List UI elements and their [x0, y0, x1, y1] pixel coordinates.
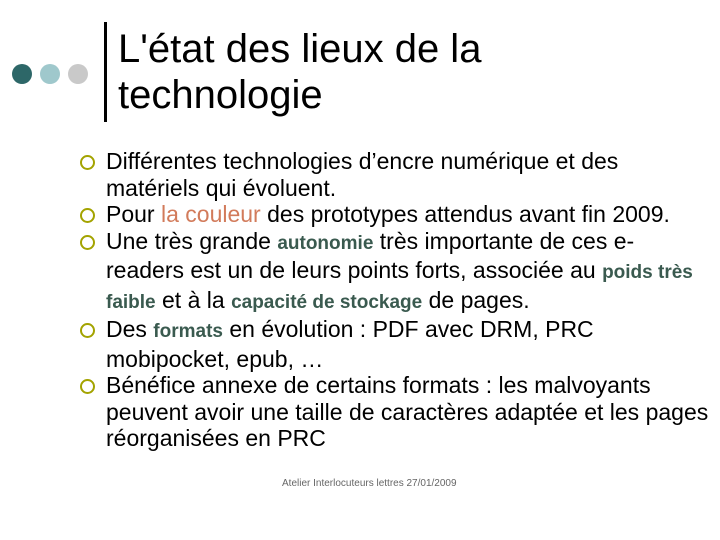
- bullet-item: [82, 201, 712, 228]
- bullet-list: [82, 148, 712, 452]
- title-line-2: technologie: [118, 73, 323, 117]
- bullet-text: Pour: [106, 201, 161, 227]
- title-divider: [104, 22, 107, 122]
- bullet-text: très importante de ces e-readers est un de leurs points forts, associée au: [106, 227, 635, 283]
- bullet-item: [82, 316, 712, 372]
- grey-dot-icon: [68, 64, 88, 84]
- bullet-item: [82, 228, 712, 317]
- bullet-text: Différentes technologies d’encre numérique et des matériels qui évoluent.: [106, 148, 619, 201]
- bullet-text: Des: [106, 316, 154, 342]
- bullet-text: Bénéfice annexe de certains formats : les malvoyants peuvent avoir une taille de caractères adaptée et les pages réorganisées en PRC: [106, 372, 709, 451]
- keyword-text: formats: [153, 321, 223, 342]
- bullet-text: et à la: [155, 286, 232, 313]
- decorative-dots: [12, 64, 102, 86]
- bullet-circle-icon: [80, 379, 95, 394]
- bullet-circle-icon: [80, 155, 95, 170]
- teal-dot-icon: [40, 64, 60, 84]
- bullet-text: en évolution : PDF avec DRM, PRC mobipocket, epub, …: [106, 316, 594, 372]
- bullet-circle-icon: [80, 235, 95, 250]
- bullet-text: Une très grande: [106, 227, 278, 254]
- keyword-text: autonomie: [277, 232, 374, 254]
- keyword-text: capacité de stockage: [231, 291, 423, 313]
- slide-title: [118, 26, 678, 118]
- bullet-circle-icon: [80, 208, 95, 223]
- bullet-text: de pages.: [422, 286, 530, 313]
- keyword-text: poids très faible: [106, 262, 693, 313]
- bullet-text: des prototypes attendus avant fin 2009.: [260, 201, 670, 227]
- dark-dot-icon: [12, 64, 32, 84]
- title-line-1: L'état des lieux de la: [118, 27, 482, 71]
- bullet-circle-icon: [80, 323, 95, 338]
- highlight-text: la couleur: [160, 201, 261, 227]
- bullet-item: [82, 372, 712, 452]
- bullet-item: [82, 148, 712, 201]
- slide-footer: Atelier Interlocuteurs lettres 27/01/2009: [282, 478, 457, 489]
